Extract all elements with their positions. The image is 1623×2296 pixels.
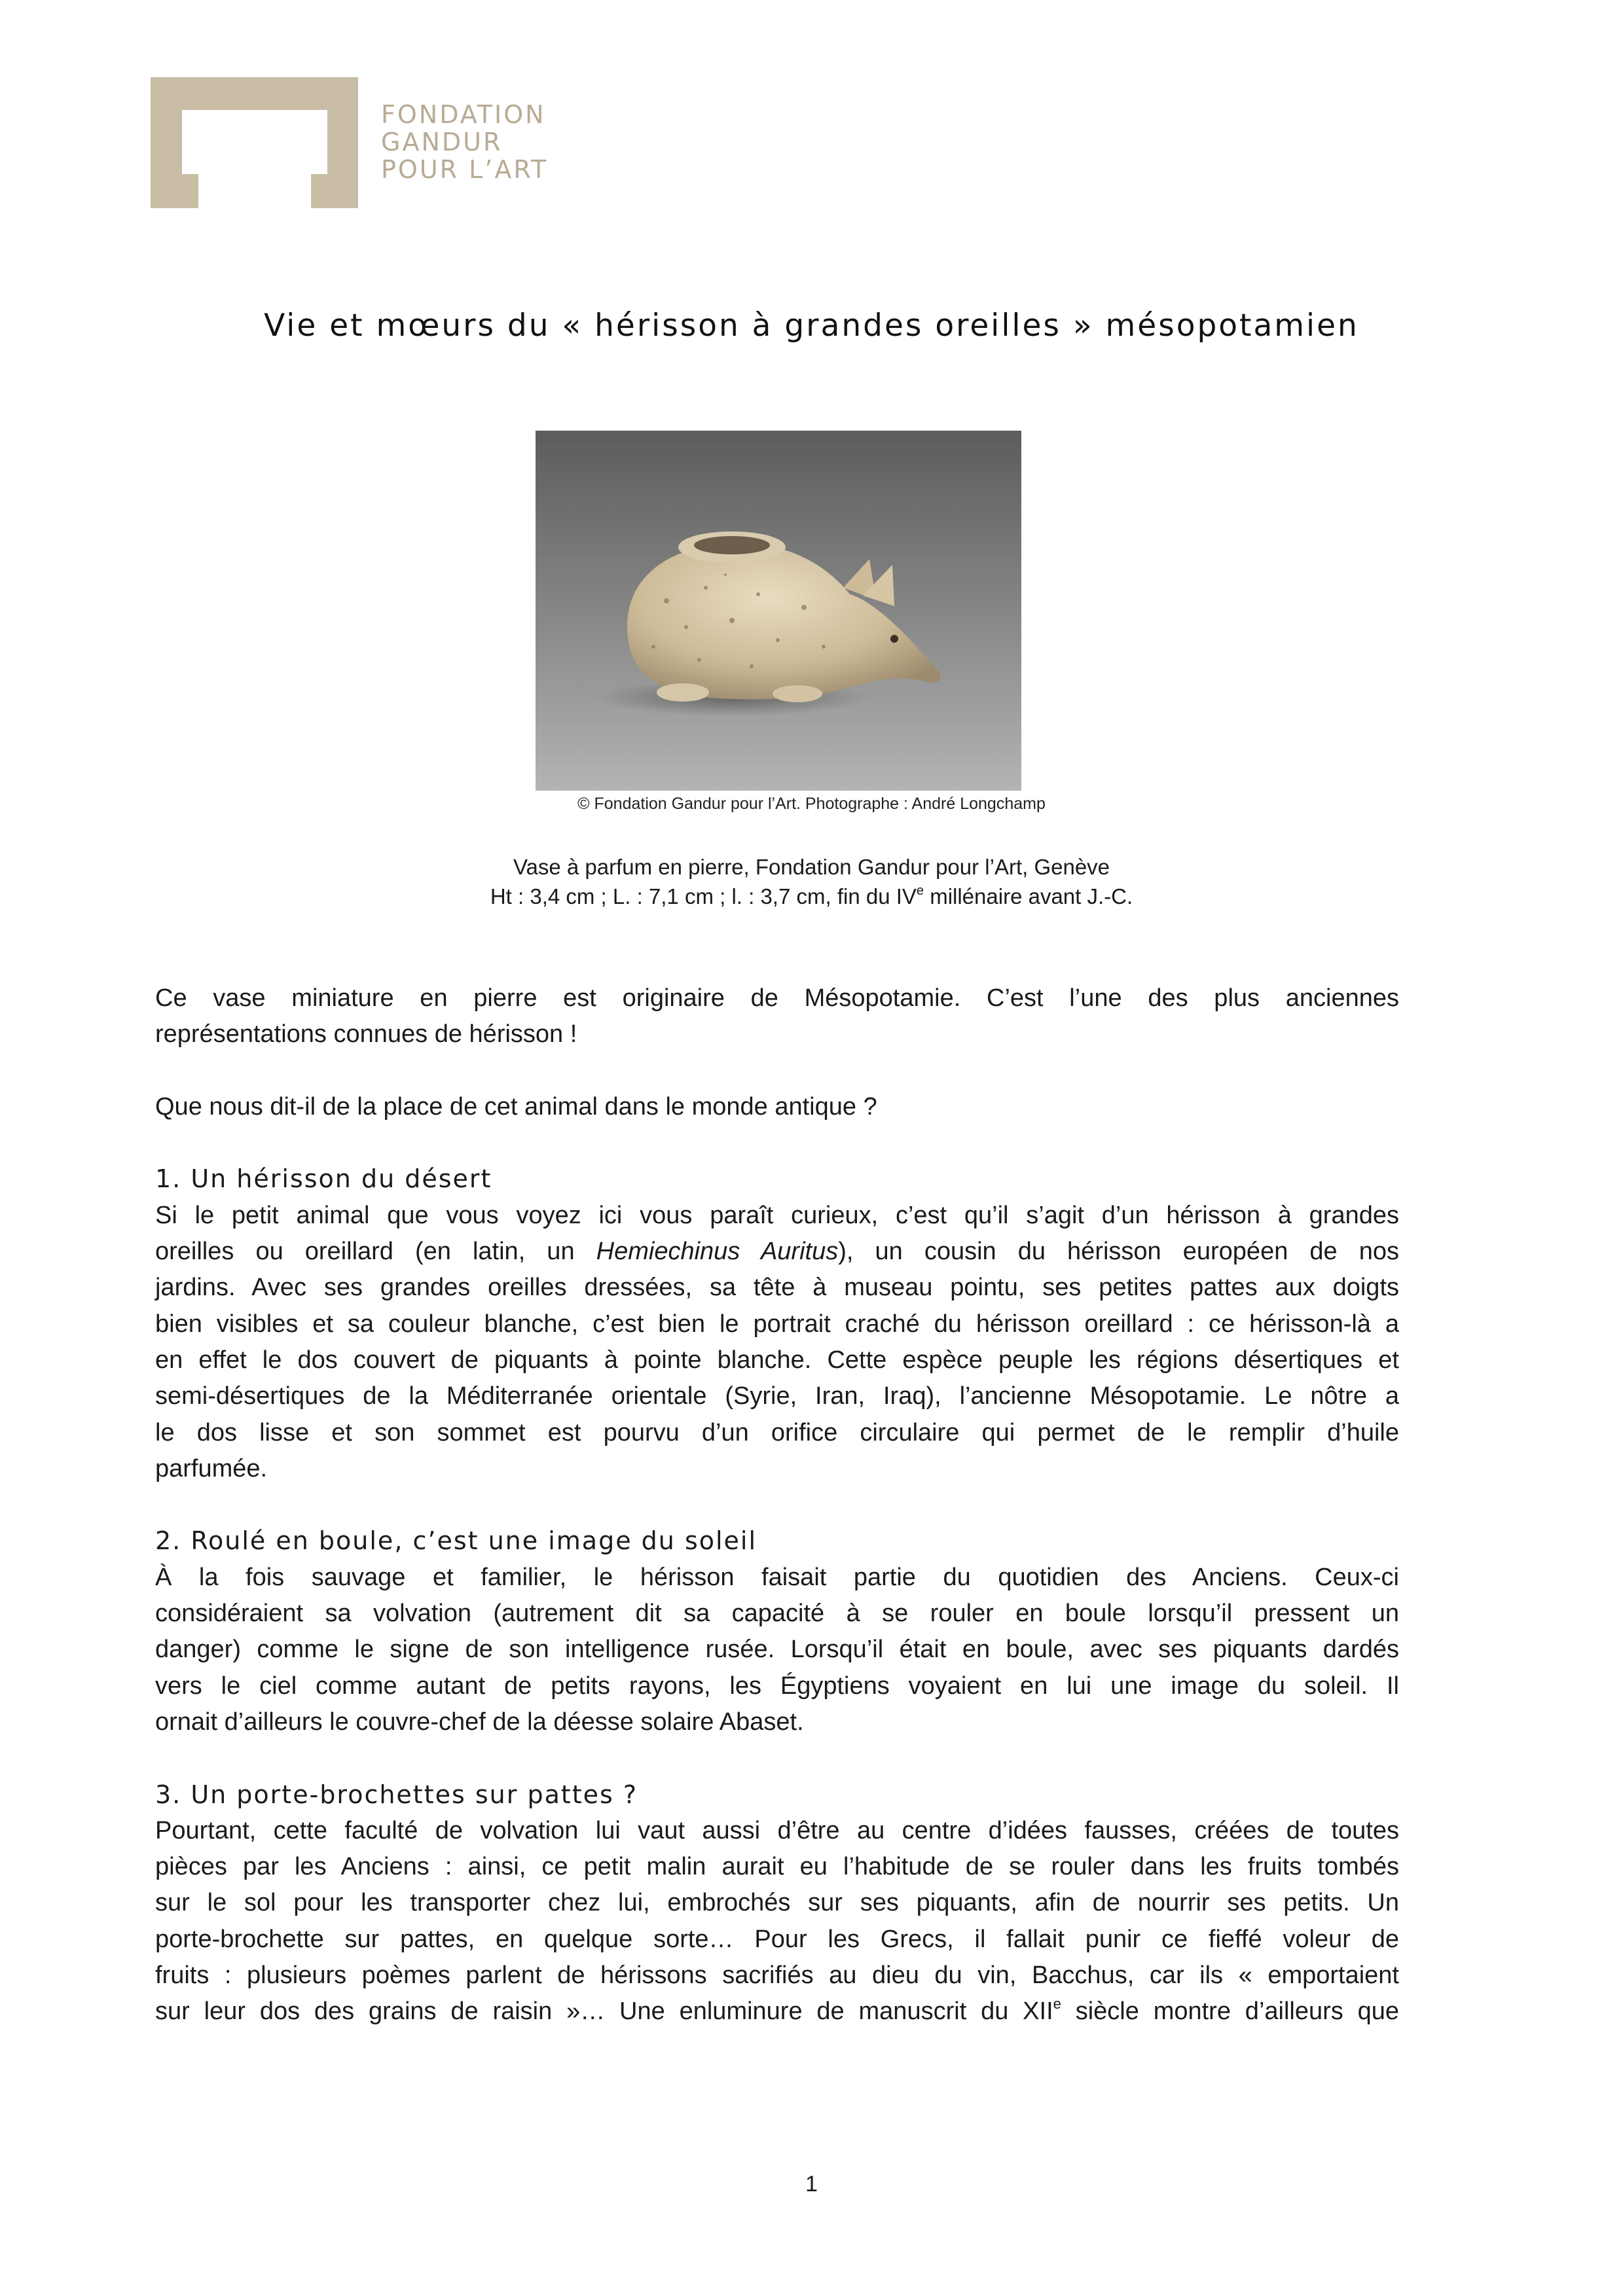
hedgehog-vase-photo xyxy=(536,431,1021,791)
foundation-logo xyxy=(151,77,549,211)
section-3-text: Pourtant, cette faculté de volvation lui vaut aussi d’être au centre d’idées fausses, créées de toutes pièces par les Anciens : ainsi, ce petit malin aurait eu l’habitude de se rouler dans les fruits tombés sur le sol pour les transporter chez lui, embrochés sur ses piquants, afin de nourrir ses petits. Un porte-brochette sur pattes, en quelque sorte… Pour les Grecs, il fallait punir ce fieffé voleur de fruits : plusieurs poèmes parlent de hérissons sacrifiés au dieu du vin, Bacchus, car ils « emportaient sur leur dos des grains de raisin »… Une enluminure de manuscrit du XIIe siècle montre d’ailleurs que xyxy=(155,1816,1400,2026)
logo-wordmark xyxy=(381,101,548,183)
logo-mark-icon xyxy=(151,77,360,211)
section-1-text: Si le petit animal que vous voyez ici vous paraît curieux, c’est qu’il s’agit d’un hérisson à grandes oreilles ou oreillard (en latin, un Hemiechinus Auritus), un cousin du hérisson européen de nos jardins. Avec ses grandes oreilles dressées, sa tête à museau pointu, ses petites pattes aux doigts bien visibles et sa couleur blanche, c’est bien le portrait craché du hérisson oreillard : ce hérisson-là a en effet le dos couvert de piquants à pointe blanche. Cette espèce peuple les régions désertiques et semi-désertiques de la Méditerranée orientale (Syrie, Iran, Iraq), l’ancienne Mésopotamie. Le nôtre a le dos lisse et son sommet est pourvu d’un orifice circulaire qui permet de le remplir d’huile parfumée. xyxy=(155,1201,1399,1482)
object-caption xyxy=(0,852,1623,911)
photo-credit: © Fondation Gandur pour l’Art. Photographe : André Longchamp xyxy=(577,795,1046,813)
section-1-heading: 1. Un hérisson du désert xyxy=(155,1164,492,1194)
logo-line-3: POUR L’ART xyxy=(381,155,549,184)
logo-line-1: FONDATION xyxy=(381,100,546,129)
intro-question: Que nous dit-il de la place de cet animal dans le monde antique ? xyxy=(155,1092,877,1121)
section-2-text: À la fois sauvage et familier, le hérisson faisait partie du quotidien des Anciens. Ceux-ci considéraient sa volvation (autrement dit sa capacité à se rouler en boule lorsqu’il pressent un danger) comme le signe de son intelligence rusée. Lorsqu’il était en boule, avec ses piquants dardés vers le ciel comme autant de petits rayons, les Égyptiens voyaient en lui une image du soleil. Il ornait d’ailleurs le couvre-chef de la déesse solaire Abaset. xyxy=(155,1563,1399,1736)
page-number: 1 xyxy=(805,2172,818,2197)
caption-line-1: Vase à parfum en pierre, Fondation Gandur pour l’Art, Genève xyxy=(513,855,1110,879)
logo-line-2: GANDUR xyxy=(381,128,503,156)
document-title: Vie et mœurs du « hérisson à grandes oreilles » mésopotamien xyxy=(264,308,1359,344)
article-body xyxy=(155,980,1399,2030)
intro-paragraph: Ce vase miniature en pierre est originaire de Mésopotamie. C’est l’une des plus anciennes représentations connues de hérisson ! xyxy=(155,984,1399,1049)
section-3-heading: 3. Un porte-brochettes sur pattes ? xyxy=(155,1780,638,1809)
caption-line-2: Ht : 3,4 cm ; L. : 7,1 cm ; l. : 3,7 cm, fin du IVe millénaire avant J.-C. xyxy=(490,884,1133,908)
section-2-heading: 2. Roulé en boule, c’est une image du soleil xyxy=(155,1526,757,1556)
